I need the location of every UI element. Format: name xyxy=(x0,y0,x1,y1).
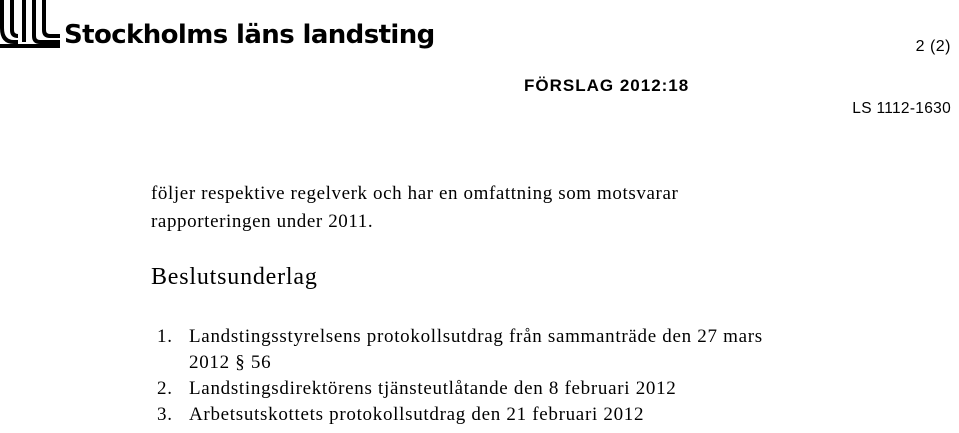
list-item-number: 1. xyxy=(157,326,173,347)
page-number: 2 (2) xyxy=(915,38,951,55)
list-item xyxy=(157,402,929,428)
list-item xyxy=(157,324,929,376)
list-item-number: 2. xyxy=(157,378,173,399)
list-item-text: 2012 § 56 xyxy=(189,352,272,373)
document-reference: LS 1112-1630 xyxy=(852,100,951,117)
list-item-text: Landstingsstyrelsens protokollsutdrag från sammanträde den 27 mars xyxy=(189,326,763,347)
list-item-text: Arbetsutskottets protokollsutdrag den 21 februari 2012 xyxy=(189,404,645,425)
paragraph-line: rapporteringen under 2011. xyxy=(151,211,374,232)
paragraph-line: följer respektive regelverk och har en omfattning som motsvarar xyxy=(151,183,679,204)
body-paragraph xyxy=(151,180,911,236)
logo-text: Stockholms läns landsting xyxy=(64,20,435,50)
list-item-number: 3. xyxy=(157,404,173,425)
list-item-text: Landstingsdirektörens tjänsteutlåtande den 8 februari 2012 xyxy=(189,378,677,399)
section-heading: Beslutsunderlag xyxy=(151,264,318,290)
list-item xyxy=(157,376,929,402)
decision-basis-list xyxy=(157,324,929,428)
document-title: FÖRSLAG 2012:18 xyxy=(524,76,690,95)
logo xyxy=(0,0,440,60)
sll-logo-mark-icon xyxy=(0,0,60,60)
